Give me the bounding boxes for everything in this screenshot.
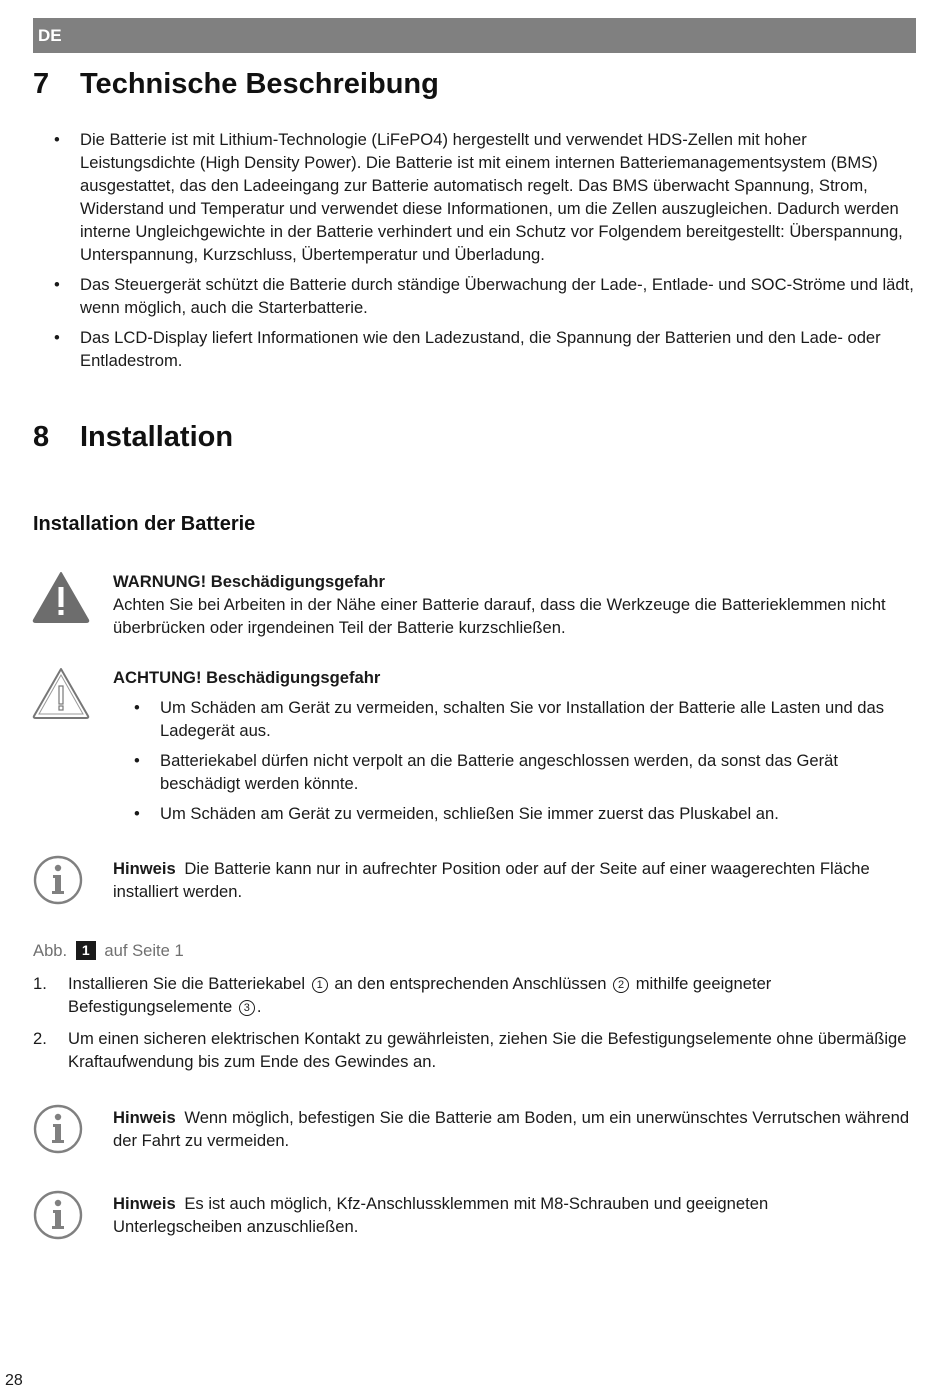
callout-number: 3 <box>239 1000 255 1016</box>
caution-triangle-icon <box>31 666 91 720</box>
page-number: 28 <box>5 1372 23 1389</box>
step-text: mithilfe geeigneter Befestigungselemente <box>68 974 772 1016</box>
list-item: • Um Schäden am Gerät zu vermeiden, schließen Sie immer zuerst das Pluskabel an. <box>134 802 916 825</box>
info-icon <box>33 1104 83 1154</box>
technical-description-list <box>54 128 916 379</box>
warning-text: Achten Sie bei Arbeiten in der Nähe einer Batterie darauf, dass die Werkzeuge die Batterieklemmen nicht überbrücken oder irgendeinen Teil der Batterie kurzschließen. <box>113 595 886 637</box>
hint-label: Hinweis <box>113 1108 176 1127</box>
language-header-bar <box>33 18 916 53</box>
figure-prefix: Abb. <box>33 941 68 960</box>
section-8-heading <box>33 421 633 457</box>
hint-note <box>113 1106 913 1152</box>
hint-text: Es ist auch möglich, Kfz-Anschlussklemmen mit M8-Schrauben und geeigneten Unterlegscheiben anzuschließen. <box>113 1194 769 1236</box>
warning-triangle-icon <box>31 570 91 624</box>
hint-label: Hinweis <box>113 859 176 878</box>
hint-text: Wenn möglich, befestigen Sie die Batterie am Boden, um ein unerwünschtes Verrutschen während der Fahrt zu vermeiden. <box>113 1108 910 1150</box>
list-item: • Die Batterie ist mit Lithium-Technologie (LiFePO4) hergestellt und verwendet HDS-Zellen mit hoher Leistungsdichte (High Density Power). Die Batterie ist mit einem internen Batteriemanagementsystem (BMS) ausgestattet, das den Ladeeingang zur Batterie automatisch regelt. Das BMS überwacht Spannung, Strom, Widerstand und Temperatur und verwendet diese Informationen, um die Zellen auszugleichen. Dadurch werden interne Ungleichgewichte in der Batterie verhindert und ein Schutz vor Folgendem bereitgestellt: Überspannung, Unterspannung, Kurzschluss, Übertemperatur und Überladung. <box>54 128 916 266</box>
callout-number: 2 <box>613 977 629 993</box>
caution-title: ACHTUNG! Beschädigungsgefahr <box>113 668 381 687</box>
list-item: • Um Schäden am Gerät zu vermeiden, schalten Sie vor Installation der Batterie alle Lasten und das Ladegerät aus. <box>134 696 916 742</box>
section-title: Installation <box>80 421 234 453</box>
step-text: an den entsprechenden Anschlüssen <box>334 974 607 993</box>
installation-steps <box>33 972 916 1082</box>
info-icon <box>33 1190 83 1240</box>
caution-list <box>134 696 916 825</box>
section-number: 7 <box>33 68 50 100</box>
step-text: Installieren Sie die Batteriekabel <box>68 974 306 993</box>
step-text: . <box>256 997 262 1016</box>
language-code: DE <box>38 26 62 45</box>
callout-number: 1 <box>312 977 328 993</box>
section-7-heading <box>33 68 633 104</box>
figure-reference <box>33 939 184 962</box>
list-item: • Das LCD-Display liefert Informationen wie den Ladezustand, die Spannung der Batterien und den Lade- oder Entladestrom. <box>54 326 916 372</box>
hint-text: Die Batterie kann nur in aufrechter Position oder auf der Seite auf einer waagerechten Fläche installiert werden. <box>113 859 870 901</box>
step-text: Um einen sicheren elektrischen Kontakt zu gewährleisten, ziehen Sie die Befestigungselemente ohne übermäßige Kraftaufwendung bis zum Ende des Gewindes an. <box>68 1029 907 1071</box>
section-number: 8 <box>33 421 50 453</box>
info-icon <box>33 855 83 905</box>
figure-number-badge: 1 <box>76 941 96 960</box>
figure-suffix: auf Seite 1 <box>104 941 184 960</box>
list-item: • Batteriekabel dürfen nicht verpolt an die Batterie angeschlossen werden, da sonst das Gerät beschädigt werden könnte. <box>134 749 916 795</box>
step-number: 1. <box>33 974 47 993</box>
warning-note <box>113 570 916 639</box>
subsection-heading: Installation der Batterie <box>33 513 256 535</box>
step-item <box>33 972 916 1018</box>
hint-note <box>113 1192 863 1238</box>
step-item <box>33 1027 916 1073</box>
hint-label: Hinweis <box>113 1194 176 1213</box>
caution-note <box>113 666 916 832</box>
warning-title: WARNUNG! Beschädigungsgefahr <box>113 572 385 591</box>
step-number: 2. <box>33 1029 47 1048</box>
section-title: Technische Beschreibung <box>80 68 439 100</box>
hint-note <box>113 857 913 903</box>
list-item: • Das Steuergerät schützt die Batterie durch ständige Überwachung der Lade-, Entlade- und SOC-Ströme und lädt, wenn möglich, auch die Starterbatterie. <box>54 273 916 319</box>
